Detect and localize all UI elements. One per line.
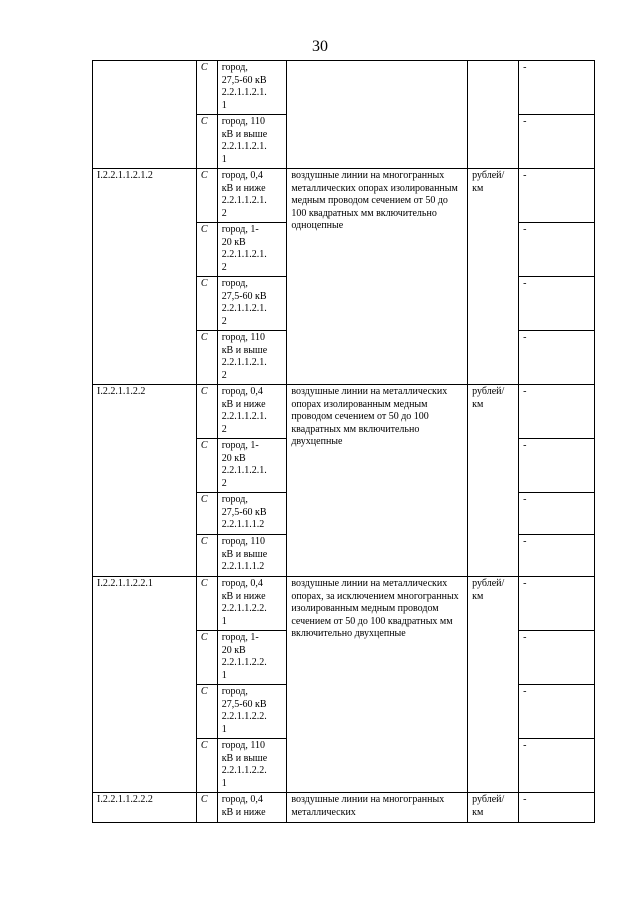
row-value: - (519, 223, 595, 277)
row-value: - (519, 793, 595, 823)
category-line: город, (221, 278, 248, 289)
row-type: С (196, 439, 217, 493)
row-category (217, 493, 287, 535)
category-line: 27,5-60 кВ (221, 290, 267, 302)
category-line: кВ и ниже (221, 182, 266, 194)
category-line: город, 1- (221, 440, 259, 451)
category-line: 2.2.1.1.2.1. (221, 195, 267, 206)
row-category (217, 385, 287, 439)
row-type: С (196, 631, 217, 685)
row-value: - (519, 739, 595, 793)
category-line: 1 (221, 99, 227, 111)
row-unit (468, 61, 519, 169)
category-line: 2 (221, 369, 227, 381)
row-type: С (196, 331, 217, 385)
tariff-table (92, 60, 595, 823)
row-category (217, 577, 287, 631)
row-type: С (196, 115, 217, 169)
category-line: город, 0,4 (221, 794, 263, 805)
category-line: город, (221, 62, 248, 73)
row-value: - (519, 577, 595, 631)
category-line: 2.2.1.1.2.1. (221, 357, 267, 368)
category-line: 1 (221, 153, 227, 165)
row-unit: рублей/ км (468, 793, 519, 823)
category-line: 2.2.1.1.2.1. (221, 303, 267, 314)
row-type: С (196, 739, 217, 793)
category-line: 2 (221, 207, 227, 219)
category-line: город, (221, 494, 248, 505)
row-category (217, 685, 287, 739)
row-value: - (519, 115, 595, 169)
row-description: воздушные линии на металлических опорах, за исключением многогранных изолированным медным проводом сечением от 50 до 100 квадратных мм включительно двухцепные (287, 577, 468, 793)
category-line: 1 (221, 723, 227, 735)
row-type: С (196, 61, 217, 115)
row-unit: рублей/ км (468, 169, 519, 385)
category-line: город, 0,4 (221, 170, 263, 181)
tariff-table-body (93, 61, 595, 823)
category-line: 20 кВ (221, 236, 246, 248)
row-value: - (519, 493, 595, 535)
category-line: 2.2.1.1.2.2. (221, 657, 267, 668)
category-line: кВ и выше (221, 128, 268, 140)
row-category (217, 739, 287, 793)
category-line: город, 110 (221, 116, 265, 127)
row-type: С (196, 385, 217, 439)
category-line: 2 (221, 261, 227, 273)
row-category (217, 277, 287, 331)
row-category (217, 631, 287, 685)
category-line: 2.2.1.1.1.2 (221, 519, 265, 530)
row-unit: рублей/ км (468, 577, 519, 793)
category-line: 27,5-60 кВ (221, 698, 267, 710)
category-line: кВ и выше (221, 752, 268, 764)
category-line: город, 110 (221, 740, 265, 751)
category-line: 2 (221, 315, 227, 327)
category-line: кВ и выше (221, 548, 268, 560)
category-line: город, 110 (221, 332, 265, 343)
row-value: - (519, 631, 595, 685)
row-unit: рублей/ км (468, 385, 519, 577)
category-line: 27,5-60 кВ (221, 506, 267, 518)
row-category (217, 535, 287, 577)
row-code: I.2.2.1.1.2.2 (93, 385, 197, 577)
row-value: - (519, 61, 595, 115)
table-row (93, 577, 595, 631)
category-line: 20 кВ (221, 452, 246, 464)
category-line: 2 (221, 423, 227, 435)
table-row (93, 169, 595, 223)
category-line: 27,5-60 кВ (221, 74, 267, 86)
category-line: 20 кВ (221, 644, 246, 656)
row-type: С (196, 277, 217, 331)
row-type: С (196, 169, 217, 223)
row-type: С (196, 223, 217, 277)
row-value: - (519, 535, 595, 577)
category-line: кВ и ниже (221, 590, 266, 602)
row-type: С (196, 685, 217, 739)
row-code: I.2.2.1.1.2.1.2 (93, 169, 197, 385)
category-line: кВ и выше (221, 344, 268, 356)
row-value: - (519, 385, 595, 439)
row-value: - (519, 277, 595, 331)
category-line: 2.2.1.1.2.1. (221, 249, 267, 260)
row-type: С (196, 577, 217, 631)
row-code: I.2.2.1.1.2.2.2 (93, 793, 197, 823)
row-category (217, 61, 287, 115)
category-line: город, 0,4 (221, 578, 263, 589)
category-line: 2.2.1.1.2.1. (221, 465, 267, 476)
category-line: 2.2.1.1.2.2. (221, 765, 267, 776)
row-value: - (519, 169, 595, 223)
category-line: 1 (221, 615, 227, 627)
category-line: город, 1- (221, 632, 259, 643)
table-row (93, 61, 595, 115)
row-description (287, 61, 468, 169)
row-category (217, 169, 287, 223)
row-type: С (196, 493, 217, 535)
category-line: 2.2.1.1.2.1. (221, 411, 267, 422)
category-line: 2.2.1.1.2.2. (221, 603, 267, 614)
row-type: С (196, 535, 217, 577)
row-value: - (519, 331, 595, 385)
row-category (217, 331, 287, 385)
category-line: кВ и ниже (221, 806, 266, 818)
category-line: город, 110 (221, 536, 265, 547)
table-row (93, 385, 595, 439)
table-row (93, 793, 595, 823)
category-line: 1 (221, 777, 227, 789)
row-category (217, 439, 287, 493)
category-line: 2.2.1.1.1.2 (221, 561, 265, 572)
row-code: I.2.2.1.1.2.2.1 (93, 577, 197, 793)
category-line: 2.2.1.1.2.1. (221, 141, 267, 152)
row-value: - (519, 685, 595, 739)
row-category (217, 115, 287, 169)
category-line: кВ и ниже (221, 398, 266, 410)
category-line: город, 1- (221, 224, 259, 235)
row-category (217, 793, 287, 823)
category-line: город, (221, 686, 248, 697)
page-number: 30 (312, 38, 328, 55)
row-value: - (519, 439, 595, 493)
row-description: воздушные линии на многогранных металлических опорах изолированным медным проводом сечением от 50 до 100 квадратных мм включительно одноцепные (287, 169, 468, 385)
category-line: 2.2.1.1.2.2. (221, 711, 267, 722)
row-type: С (196, 793, 217, 823)
row-code (93, 61, 197, 169)
category-line: 2 (221, 477, 227, 489)
category-line: 2.2.1.1.2.1. (221, 87, 267, 98)
row-description: воздушные линии на металлических опорах изолированным медным проводом сечением от 50 до 100 квадратных мм включительно двухцепные (287, 385, 468, 577)
category-line: город, 0,4 (221, 386, 263, 397)
row-description: воздушные линии на многогранных металлических (287, 793, 468, 823)
category-line: 1 (221, 669, 227, 681)
row-category (217, 223, 287, 277)
